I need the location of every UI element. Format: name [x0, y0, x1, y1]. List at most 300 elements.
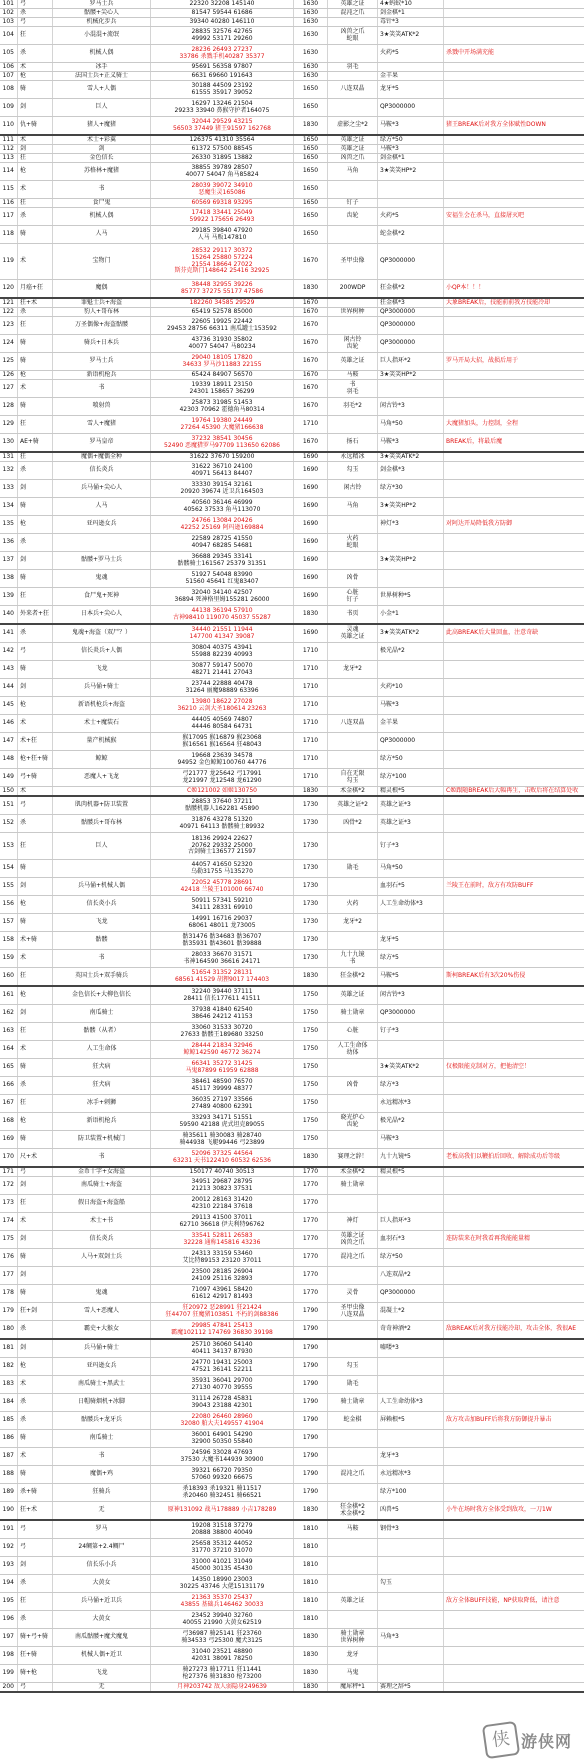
note-cell-line: 斯柯BREAK后有3次20%伤侵 [446, 972, 526, 980]
cost-cell-line: 1630 [302, 18, 319, 25]
cost-cell [294, 552, 328, 569]
row-number [0, 280, 18, 297]
row-number-line: 113 [2, 154, 14, 161]
material-cell [328, 932, 378, 949]
row-number-line: 102 [2, 9, 14, 16]
class-cell-line: 杀 [20, 1325, 27, 1333]
class-cell [18, 968, 53, 985]
hp-cell-line: 33330 39154 32161 [191, 480, 253, 488]
class-cell-line: 杀 [20, 1416, 27, 1424]
row-number-line: 160 [2, 972, 14, 980]
note-cell [444, 833, 584, 859]
class-cell [18, 1665, 53, 1682]
class-cell [18, 1430, 53, 1447]
enemy-cell [53, 9, 151, 17]
row-number [0, 117, 18, 134]
hp-cell [151, 833, 294, 859]
reward-cell [378, 1484, 444, 1501]
cost-cell [294, 588, 328, 605]
note-cell-line: 连防装来在时我看再我能能量精 [446, 1235, 531, 1243]
class-cell-line: 尺+术 [20, 1153, 38, 1161]
reward-cell-line: 马鞍*3 [380, 438, 399, 446]
material-cell-line: 魔犀秤*1 [340, 1683, 365, 1690]
material-cell [328, 643, 378, 660]
material-cell-line: 世界树种 [340, 1636, 365, 1644]
cost-cell [294, 661, 328, 678]
reward-cell [378, 815, 444, 832]
class-cell-line: 枪 [20, 167, 27, 175]
material-cell-line: 英雄之证 [340, 136, 365, 143]
material-cell [328, 380, 378, 397]
row-number [0, 1412, 18, 1429]
reward-cell [378, 570, 444, 587]
enemy-cell-line: 魔偶+鸡 [89, 1470, 114, 1478]
cost-cell [294, 896, 328, 913]
row-number [0, 1394, 18, 1411]
class-cell [18, 661, 53, 678]
class-cell-line: 骑 [20, 357, 27, 365]
hp-cell [151, 1466, 294, 1483]
material-cell-line: 闲古铃 [343, 484, 362, 492]
enemy-cell-line: 术士+魔装石 [83, 719, 120, 727]
table-row [0, 860, 584, 878]
class-cell-line: 骑 [20, 85, 27, 93]
table-row [0, 1629, 584, 1647]
hp-cell [151, 1095, 294, 1112]
cost-cell [294, 1023, 328, 1040]
class-cell [18, 398, 53, 415]
cost-cell [294, 1149, 328, 1166]
reward-cell [378, 932, 444, 949]
note-cell-line: C姬跟随BREAK后大幅再生，击败后将在结算处收 [446, 787, 579, 794]
hp-cell [151, 588, 294, 605]
enemy-cell [53, 769, 151, 786]
hp-cell-line: 31876 43278 51320 [191, 815, 253, 823]
cost-cell-line: 1710 [302, 755, 319, 763]
hp-cell-line: 古神98410 119070 45037 55287 [173, 613, 271, 621]
hp-cell-line: 20920 39674 近卫兵164503 [180, 487, 264, 495]
enemy-cell [53, 1023, 151, 1040]
reward-cell-line: 绿方*50 [380, 136, 403, 143]
material-cell-line: 羽毛 [346, 63, 359, 70]
hp-cell [151, 1611, 294, 1628]
hp-cell-line: 36210 云剑大圣180614 23263 [177, 704, 267, 712]
enemy-cell-line: 量产机械猴 [86, 737, 117, 745]
row-number-line: 134 [2, 502, 14, 510]
reward-cell-line: 火药*5 [380, 212, 399, 220]
table-row [0, 1502, 584, 1521]
reward-cell-line: QP3000000 [380, 308, 416, 315]
class-cell [18, 1095, 53, 1112]
class-cell-line: 术 [20, 185, 27, 193]
reward-cell [378, 299, 444, 307]
row-number-line: 132 [2, 466, 14, 474]
cost-cell-line: 1830 [302, 972, 319, 980]
cost-cell [294, 117, 328, 134]
hp-cell-line: 38646 24212 41153 [191, 1012, 253, 1020]
note-cell-line: 老板高我们以鞭拍后回收、解除成功后等级 [446, 1153, 561, 1161]
class-cell [18, 9, 53, 17]
hp-cell [151, 1412, 294, 1429]
material-cell [328, 199, 378, 207]
hp-cell-line: 57060 99320 66675 [191, 1473, 253, 1481]
enemy-cell [53, 787, 151, 795]
cost-cell-line: 1770 [302, 1289, 319, 1297]
table-row [0, 353, 584, 371]
reward-cell [378, 453, 444, 461]
reward-cell [378, 480, 444, 497]
reward-cell [378, 18, 444, 26]
material-cell [328, 1629, 378, 1646]
hp-cell-line: 原神131092 战马178889 小吉178289 [167, 1506, 277, 1514]
cost-cell [294, 145, 328, 153]
material-cell [328, 1023, 378, 1040]
hp-cell-line: 猴16561 猴16564 狂48043 [182, 740, 262, 748]
note-cell [444, 1647, 584, 1664]
note-cell [444, 625, 584, 642]
enemy-cell [53, 1521, 151, 1538]
class-cell-line: 杀 [20, 1615, 27, 1623]
row-number [0, 380, 18, 397]
class-cell-line: 杀 [20, 212, 27, 220]
table-row [0, 1430, 584, 1448]
enemy-cell [53, 833, 151, 859]
class-cell-line: 枪 [20, 991, 27, 999]
enemy-cell [53, 987, 151, 1004]
hp-cell [151, 453, 294, 461]
row-number [0, 99, 18, 116]
material-cell [328, 1321, 378, 1338]
hp-cell-line: 22080 26460 28960 [191, 1412, 253, 1420]
table-row [0, 1683, 584, 1693]
class-cell-line: 杀 [20, 466, 27, 474]
material-cell-line: 术金棋*2 [340, 1509, 365, 1517]
class-cell-line: 骑 [20, 665, 27, 673]
class-cell-line: 剑 [20, 484, 27, 492]
row-number-line: 178 [2, 1289, 14, 1297]
row-number [0, 317, 18, 334]
class-cell [18, 950, 53, 967]
enemy-cell-line: 骑兵+日本兵 [83, 339, 120, 347]
row-number-line: 105 [2, 49, 14, 57]
cost-cell [294, 534, 328, 551]
cost-cell [294, 860, 328, 877]
enemy-cell [53, 1647, 151, 1664]
cost-cell-line: 1650 [302, 199, 319, 206]
cost-cell-line: 1750 [302, 1009, 319, 1017]
reward-cell [378, 769, 444, 786]
note-cell-line: 敌方全体BUFF技能，NP获取降低，请注意 [446, 1597, 560, 1605]
cost-cell-line: 1770 [302, 1217, 319, 1225]
class-cell-line: 术 [20, 136, 27, 143]
row-number-line: 169 [2, 1135, 14, 1143]
hp-cell-line: 骷髅骑士161567 25379 31351 [177, 559, 267, 567]
row-number [0, 1113, 18, 1130]
class-cell-line: 杀 [20, 1579, 27, 1587]
table-row [0, 1647, 584, 1665]
material-cell-line: 蛇眼 [346, 541, 359, 549]
row-number [0, 606, 18, 623]
hp-cell [151, 769, 294, 786]
class-cell-line: 枪+狂+骑 [20, 755, 49, 763]
class-cell-line: 弓 [20, 647, 27, 655]
hp-cell [151, 317, 294, 334]
class-cell-line: 骑 [20, 1289, 27, 1297]
material-cell [328, 715, 378, 732]
hp-cell-line: 狂44707 狂魔猪103851 不朽的剑88386 [165, 1310, 279, 1318]
cost-cell [294, 715, 328, 732]
enemy-cell [53, 860, 151, 877]
cost-cell-line: 1730 [302, 819, 319, 827]
material-cell [328, 308, 378, 316]
reward-cell-line: 3★笑笑ATK*2 [380, 629, 420, 637]
row-number [0, 588, 18, 605]
table-row [0, 643, 584, 661]
table-row [0, 1593, 584, 1611]
class-cell-line: 狂 [20, 841, 27, 849]
material-cell [328, 398, 378, 415]
enemy-cell-line: 信长炎兵 [89, 466, 114, 474]
class-cell-line: 骑 [20, 918, 27, 926]
class-cell-line: 骑 [20, 1434, 27, 1442]
cost-cell-line: 1750 [302, 1117, 319, 1125]
enemy-cell [53, 1195, 151, 1212]
hp-cell-line: 19764 19380 24449 [191, 416, 253, 424]
cost-cell-line: 1730 [302, 954, 319, 962]
hp-cell-line: 36894 死神格里姆155281 26000 [174, 595, 270, 603]
row-number-line: 152 [2, 819, 14, 827]
cost-cell [294, 154, 328, 162]
hp-cell [151, 63, 294, 71]
enemy-cell [53, 1059, 151, 1076]
cost-cell [294, 697, 328, 714]
row-number-line: 118 [2, 230, 14, 238]
material-cell-line: 人工生命体 [337, 1041, 368, 1049]
row-number-line: 191 [2, 1525, 14, 1533]
material-cell [328, 1267, 378, 1284]
table-row [0, 570, 584, 588]
table-row [0, 181, 584, 199]
row-number [0, 987, 18, 1004]
reward-cell [378, 679, 444, 696]
note-cell [444, 1041, 584, 1058]
hp-cell [151, 1195, 294, 1212]
hp-cell [151, 434, 294, 451]
hp-cell-line: 26330 31895 13882 [191, 154, 253, 161]
hp-cell [151, 625, 294, 642]
row-number [0, 498, 18, 515]
table-row [0, 815, 584, 833]
row-number-line: 144 [2, 683, 14, 691]
enemy-cell-line: 兵马俑+尖心人 [80, 484, 123, 492]
hp-cell [151, 299, 294, 307]
table-row [0, 117, 584, 136]
table-row [0, 380, 584, 398]
hp-cell-line: 81547 59544 61686 [191, 9, 253, 16]
material-cell-line: 马鞍 [346, 1525, 359, 1533]
hp-cell-line: 39043 23188 42301 [191, 1401, 253, 1409]
hp-cell-line: 19668 23639 34578 [191, 751, 253, 759]
enemy-cell-line: 骷髅+尖心人 [83, 9, 120, 16]
enemy-cell-line: 信长炎兵+人偶 [80, 647, 123, 655]
row-number [0, 1077, 18, 1094]
cost-cell-line: 1670 [302, 357, 319, 365]
enemy-cell [53, 181, 151, 198]
hp-cell-line: 30225 43746 大佬15131179 [179, 1582, 265, 1590]
hp-cell [151, 1521, 294, 1538]
hp-cell [151, 1023, 294, 1040]
material-cell-line: 幼体 [346, 1048, 359, 1056]
hp-cell-line: 182260 34585 29529 [189, 299, 255, 306]
hp-cell [151, 968, 294, 985]
row-number [0, 81, 18, 98]
row-number [0, 27, 18, 44]
hp-cell-line: 27489 40800 62391 [191, 1102, 253, 1110]
hp-cell-line: 150177 40740 30513 [189, 1168, 255, 1175]
reward-cell-line: 绿方*100 [380, 773, 407, 781]
note-cell [444, 1149, 584, 1166]
hp-cell [151, 534, 294, 551]
row-number-line: 111 [2, 136, 14, 143]
enemy-cell [53, 299, 151, 307]
note-cell-line: 猪王BREAK后对我方全体赋性DOWN [446, 121, 546, 129]
row-number-line: 199 [2, 1669, 14, 1677]
note-cell [444, 860, 584, 877]
row-number-line: 153 [2, 841, 14, 849]
class-cell [18, 308, 53, 316]
class-cell-line: 骑 [20, 574, 27, 582]
enemy-cell-line: 书 [98, 1153, 105, 1161]
table-row [0, 1376, 584, 1394]
hp-cell-line: 30188 44509 23192 [191, 81, 253, 89]
row-number-line: 126 [2, 371, 14, 378]
hp-cell [151, 480, 294, 497]
enemy-cell [53, 1168, 151, 1176]
reward-cell [378, 1340, 444, 1357]
material-cell [328, 462, 378, 479]
hp-cell-line: 40560 36146 46999 [191, 498, 253, 506]
hp-cell-line: 28039 39072 34910 [191, 181, 253, 189]
row-number-line: 148 [2, 755, 14, 763]
enemy-cell-line: 人工生命体 [86, 1045, 117, 1053]
reward-cell-line: 混凝土*2 [380, 1307, 405, 1315]
note-cell [444, 1285, 584, 1302]
material-cell [328, 226, 378, 243]
cost-cell [294, 1629, 328, 1646]
class-cell [18, 353, 53, 370]
reward-cell-line: 精灵根*5 [380, 1168, 405, 1175]
class-cell-line: 狂 [20, 1099, 27, 1107]
hp-cell [151, 27, 294, 44]
class-cell [18, 1231, 53, 1248]
material-cell [328, 154, 378, 162]
table-row [0, 1023, 584, 1041]
enemy-cell [53, 81, 151, 98]
cost-cell [294, 299, 328, 307]
material-cell [328, 1358, 378, 1375]
material-cell-line: 勾玉 [346, 466, 359, 474]
hp-cell-line: 14350 18990 23003 [191, 1575, 253, 1583]
table-row [0, 1077, 584, 1095]
cost-cell [294, 163, 328, 180]
cost-cell-line: 1710 [302, 420, 319, 428]
cost-cell [294, 1168, 328, 1176]
hp-cell-line: 25710 36060 54140 [191, 1340, 253, 1348]
enemy-cell [53, 733, 151, 750]
reward-cell [378, 860, 444, 877]
material-cell [328, 987, 378, 1004]
note-cell [444, 643, 584, 660]
table-row [0, 950, 584, 968]
enemy-cell-line: 罪魁士兵+海盗 [80, 299, 123, 306]
material-cell [328, 1502, 378, 1519]
cost-cell-line: 1790 [302, 1488, 319, 1496]
table-row [0, 244, 584, 280]
hp-cell-line: 56503 37449 猪王91597 162768 [173, 124, 271, 132]
hp-cell [151, 787, 294, 795]
note-cell [444, 154, 584, 162]
row-number [0, 1430, 18, 1447]
hp-cell-line: 28411 信长177611 41511 [183, 994, 261, 1002]
row-number-line: 125 [2, 357, 14, 365]
hp-cell-line: 40971 56413 84407 [191, 469, 253, 477]
hp-cell-line: 28033 36670 31571 [191, 950, 253, 958]
table-row [0, 625, 584, 643]
hp-cell-line: 19339 18911 23150 [191, 380, 253, 388]
row-number-line: 181 [2, 1344, 14, 1352]
class-cell [18, 1358, 53, 1375]
class-cell [18, 787, 53, 795]
reward-cell [378, 462, 444, 479]
material-cell [328, 1285, 378, 1302]
class-cell-line: 骑 [20, 1063, 27, 1071]
enemy-cell [53, 914, 151, 931]
row-number-line: 170 [2, 1153, 14, 1161]
note-cell [444, 371, 584, 379]
table-row [0, 1095, 584, 1113]
hp-cell-line: 32240 39440 37111 [191, 987, 253, 995]
hp-cell-line: 34440 21551 11944 [191, 625, 253, 633]
hp-cell [151, 1575, 294, 1592]
material-cell [328, 570, 378, 587]
material-cell-line: 灵骨 [346, 1289, 359, 1297]
note-cell [444, 1611, 584, 1628]
table-row [0, 914, 584, 932]
class-cell [18, 416, 53, 433]
row-number [0, 679, 18, 696]
material-cell [328, 1484, 378, 1501]
reward-cell-line: 神灯*3 [380, 520, 399, 528]
note-cell-line: 小牛在场时我方全体受到敌攻，一刀1W [446, 1506, 552, 1514]
table-row [0, 163, 584, 181]
class-cell-line: 弓 [20, 1683, 27, 1690]
reward-cell-line: 3★笑笑HP*2 [380, 556, 417, 564]
enemy-cell-line: 法国士兵+正义骑士 [74, 72, 129, 79]
reward-cell-line: 小金*1 [380, 610, 399, 618]
reward-cell [378, 63, 444, 71]
enemy-cell-line: 小混混+流氓 [83, 31, 120, 39]
hp-cell-line: C姬121002 如姬130750 [187, 787, 257, 794]
hp-cell-line: 24109 25116 32893 [191, 1274, 253, 1282]
row-number-line: 184 [2, 1398, 14, 1406]
hp-cell [151, 697, 294, 714]
material-cell-line: 晓光炉心 [340, 1113, 365, 1121]
cost-cell [294, 1285, 328, 1302]
enemy-cell [53, 63, 151, 71]
material-cell [328, 1340, 378, 1357]
enemy-cell-line: 剑 [98, 145, 105, 152]
cost-cell [294, 516, 328, 533]
